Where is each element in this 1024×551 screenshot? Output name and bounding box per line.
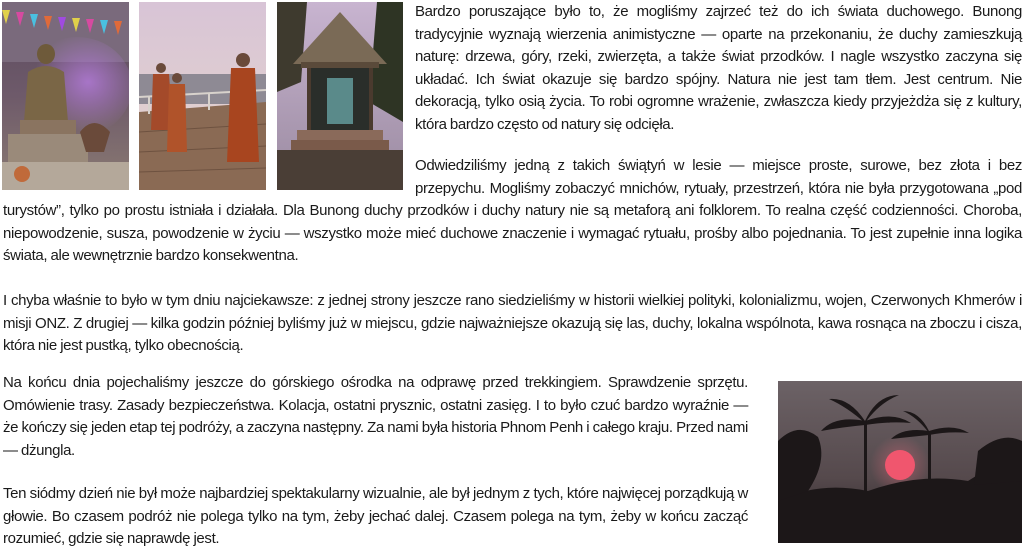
photo-monks-terrace: [139, 2, 266, 190]
paragraph-forest-temple: [415, 155, 1022, 200]
paragraph-spiritual-world: Bardzo poruszające było to, że mogliśmy zajrzeć też do ich świata duchowego. Bunong tradycyjnie wyznają wierzenia animistyczne — oparte na przekonaniu, że duchy zamieszkują naturę: drzewa, góry, rzeki, zwierzęta, a także świat przodków. I nagle wszystko zaczyna się układać. Ich świat okazuje się bardzo spójny. Natura nie jest tam tłem. Jest centrum. Nie dekoracją, tylko osią życia. To robi ogromne wrażenie, zwłaszcza kiedy przyjeżdża się z kultury, która bardzo często od natury się odcięła.: [415, 3, 1022, 133]
photo-sunset-palms: [778, 381, 1022, 543]
paragraph-most-interesting: I chyba właśnie to było w tym dniu najciekawsze: z jednej strony jeszcze rano siedzieliśmy w historii wielkiej polityki, kolonializmu, wojen, Czerwonych Khmerów i misji ONZ. Z drugiej — kilka godzin później byliśmy już w miejscu, gdzie najważniejsze okazują się las, duchy, lokalna wspólnota, kawa rosnąca na zboczu i cisza, która nie jest pustką, tylko obecnością.: [3, 292, 1022, 355]
photo-buddha-shrine: [2, 2, 129, 190]
paragraph-mountain-base: Na końcu dnia pojechaliśmy jeszcze do górskiego ośrodka na odprawę przed trekkingiem. Sprawdzenie sprzętu. Omówienie trasy. Zasady bezpieczeństwa. Kolacja, ostatni prysznic, ostatni zasięg. I to było czuć bardzo wyraźnie — że kończy się jeden etap tej podróży, a zaczyna następny. Za nami była historia Phnom Penh i całego kraju. Przed nami — dżungla.: [3, 374, 748, 459]
paragraph-forest-temple-top: Odwiedziliśmy jedną z takich świątyń w lesie — miejsce proste, surowe, bez złota i bez przepychu. Mogliśmy zobaczyć mnichów, rytuały, przestrzeń, która nie była przygotowana „pod: [415, 157, 1022, 197]
photo-forest-temple: [277, 2, 403, 190]
paragraph-seventh-day: Ten siódmy dzień nie był może najbardziej spektakularny wizualnie, ale był jednym z tych, które najwięcej porządkują w głowie. Bo czasem podróż nie polega tylko na tym, żeby jechać dalej. Czasem polega na tym, żeby w końcu zacząć rozumieć, gdzie się naprawdę jest.: [3, 485, 748, 548]
paragraph-forest-temple-cont: turystów”, tylko po prostu istniała i działała. Dla Bunong duchy przodków i duchy natury nie są metaforą ani folklorem. To realna część codzienności. Choroba, niepowodzenie, susza, powodzenie w życiu — wszystko może mieć duchowe znaczenie i wymagać rytuału, prośby albo pojednania. To jest zupełnie inna logika świata, ale wewnętrznie bardzo konsekwentna.: [3, 202, 1022, 265]
